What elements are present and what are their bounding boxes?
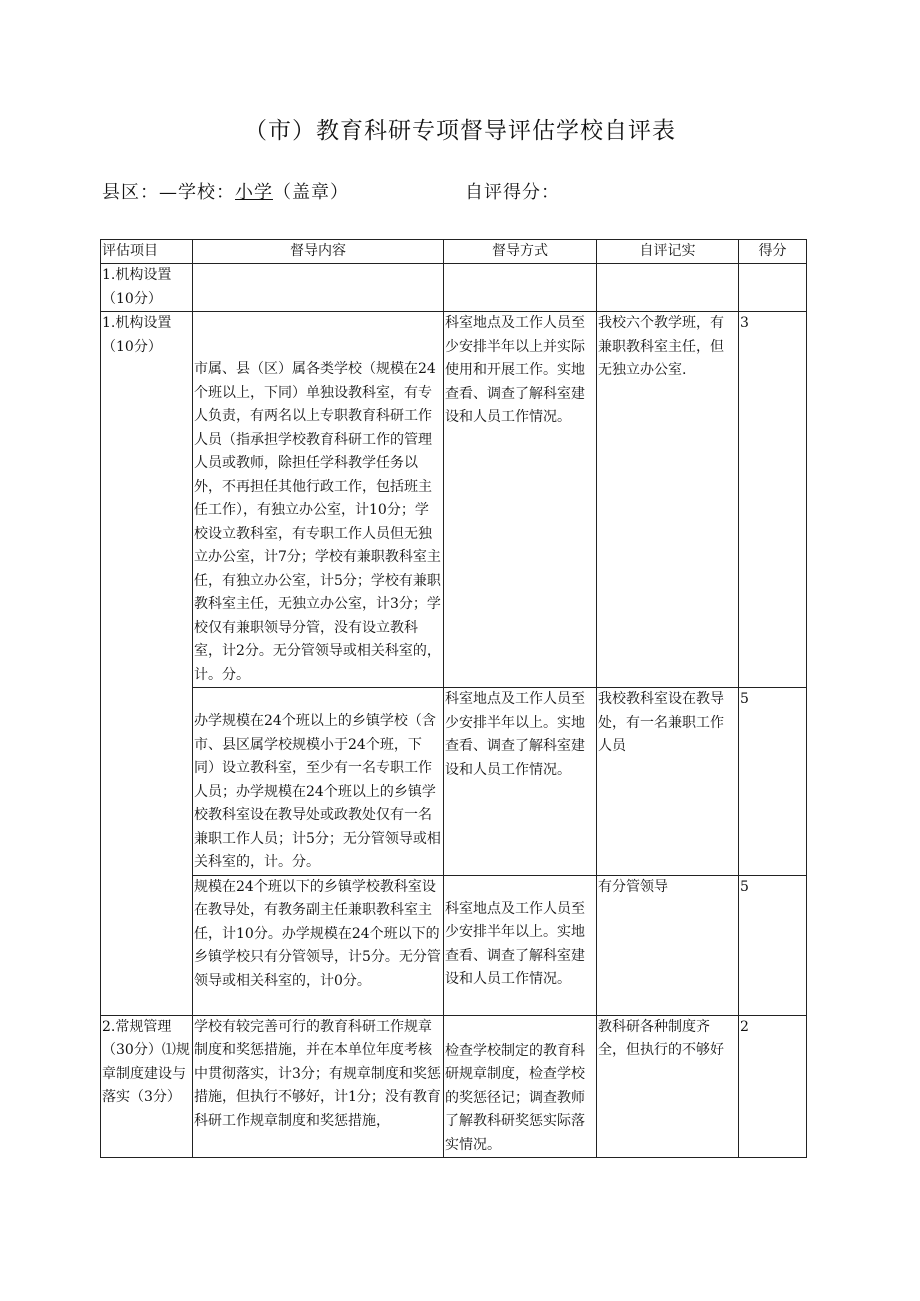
col-header-item: 评估项目	[101, 240, 193, 264]
table-row	[101, 264, 807, 312]
item-cell: 2.常规管理（30分）⑴规章制度建设与落实（3分）	[101, 1015, 193, 1158]
item-cell: 1.机构设置（10分）	[101, 312, 193, 1016]
evaluation-table	[100, 239, 807, 1158]
score-cell: 5	[739, 875, 807, 1015]
table-row	[101, 875, 807, 1015]
col-header-content: 督导内容	[193, 240, 444, 264]
record-cell	[597, 264, 739, 312]
record-cell: 教科研各种制度齐全，但执行的不够好	[597, 1015, 739, 1158]
content-cell: 学校有较完善可行的教育科研工作规章制度和奖惩措施，并在本单位年度考核中贯彻落实，计3分；有规章制度和奖惩措施，但执行不够好，计1分；没有教育科研工作规章制度和奖惩措施，	[193, 1015, 444, 1158]
record-cell: 我校六个教学班，有兼职教科室主任，但无独立办公室.	[597, 312, 739, 688]
content-cell: 市属、县（区）属各类学校（规模在24个班以上，下同）单独设教科室，有专人负责，有两名以上专职教育科研工作人员（指承担学校教育科研工作的管理人员或教师，除担任学科教学任务以外，不再担任其他行政工作，包括班主任工作），有独立办公室，计10分；学校设立教科室，有专职工作人员但无独立办公室，计7分；学校有兼职教科室主任，有独立办公室，计5分；学校有兼职教科室主任，无独立办公室，计3分；学校仅有兼职领导分管，没有设立教科室，计2分。无分管领导或相关科室的，计。分。	[193, 312, 444, 688]
content-cell: 办学规模在24个班以上的乡镇学校（含市、县区属学校规模小于24个班，下同）设立教科室，至少有一名专职工作人员；办学规模在24个班以上的乡镇学校教科室设在教导处或政教处仅有一名兼职工作人员；计5分；无分管领导或相关科室的，计。分。	[193, 688, 444, 876]
record-cell: 我校教科室设在教导处，有一名兼职工作人员	[597, 688, 739, 876]
content-cell: 规模在24个班以下的乡镇学校教科室设在教导处，有教务副主任兼职教科室主任，计10分。办学规模在24个班以下的乡镇学校只有分管领导，计5分。无分管领导或相关科室的，计0分。	[193, 875, 444, 1015]
score-cell: 5	[739, 688, 807, 876]
school-label: —学校：	[159, 182, 235, 203]
col-header-score: 得分	[739, 240, 807, 264]
score-label: 自评得分：	[465, 182, 560, 203]
method-cell: 科室地点及工作人员至少安排半年以上并实际使用和开展工作。实地查看、调查了解科室建设和人员工作情况。	[444, 312, 597, 688]
form-header	[102, 178, 560, 204]
seal-note: （盖章）	[273, 182, 349, 203]
county-label: 县区：	[102, 182, 159, 203]
school-value: 小学	[235, 182, 273, 203]
score-cell: 2	[739, 1015, 807, 1158]
col-header-method: 督导方式	[444, 240, 597, 264]
table-row	[101, 312, 807, 688]
method-cell: 科室地点及工作人员至少安排半年以上。实地查看、调查了解科室建设和人员工作情况。	[444, 688, 597, 876]
item-cell: 1.机构设置（10分）	[101, 264, 193, 312]
method-cell: 科室地点及工作人员至少安排半年以上。实地查看、调查了解科室建设和人员工作情况。	[444, 875, 597, 1015]
page-title: （市）教育科研专项督导评估学校自评表	[244, 118, 676, 144]
table-row	[101, 1015, 807, 1158]
col-header-record: 自评记实	[597, 240, 739, 264]
table-row	[101, 688, 807, 876]
content-cell	[193, 264, 444, 312]
method-cell	[444, 264, 597, 312]
score-cell: 3	[739, 312, 807, 688]
table-header-row	[101, 240, 807, 264]
record-cell: 有分管领导	[597, 875, 739, 1015]
score-cell	[739, 264, 807, 312]
method-cell: 检查学校制定的教育科研规章制度，检查学校的奖惩径记；调查教师了解教科研奖惩实际落实情况。	[444, 1015, 597, 1158]
